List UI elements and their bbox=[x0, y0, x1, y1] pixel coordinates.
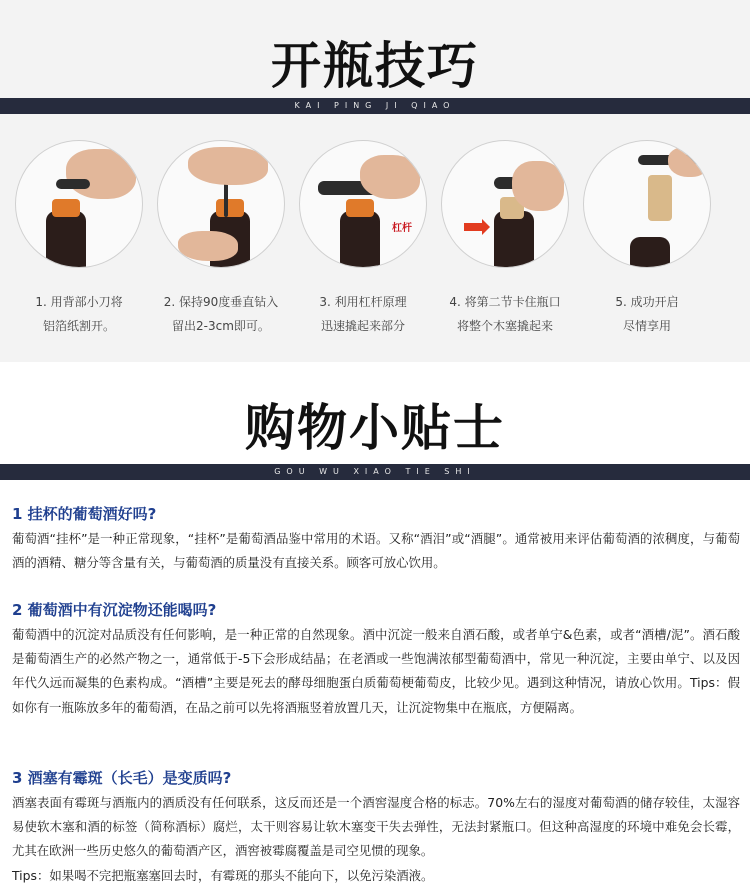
step-caption: 2. 保持90度垂直钻入 留出2-3cm即可。 bbox=[163, 295, 279, 333]
lever-icon bbox=[299, 140, 427, 268]
tip-text: Tips：如果喝不完把瓶塞塞回去时，有霉斑的那头不能向下，以免污染酒液。 bbox=[12, 867, 434, 883]
step-3 bbox=[292, 140, 434, 338]
answer-text: 葡萄酒“挂杯”是一种正常现象，“挂杯”是葡萄酒品鉴中常用的术语。又称“酒泪”或“酒腿”。通常被用来评估葡萄酒的浓稠度，与葡萄酒的酒精、糖分等含量有关，与葡萄酒的质量没有直接关系。顾客可放心饮用。 bbox=[12, 531, 740, 571]
shopping-tips-subtitle-bar: GOU WU XIAO TIE SHI bbox=[0, 464, 750, 480]
opening-steps bbox=[0, 140, 750, 340]
opening-tips-title: 开瓶技巧 bbox=[271, 37, 479, 95]
step-caption: 5. 成功开启 尽情享用 bbox=[615, 295, 679, 333]
question-heading: 2 葡萄酒中有沉淀物还能喝吗? bbox=[12, 601, 217, 619]
step-5 bbox=[576, 140, 718, 338]
qa-item-1 bbox=[12, 503, 740, 575]
question-heading: 3 酒塞有霉斑（长毛）是变质吗? bbox=[12, 769, 232, 787]
question-heading: 1 挂杯的葡萄酒好吗? bbox=[12, 505, 157, 523]
step-caption: 1. 用背部小刀将 铝箔纸割开。 bbox=[35, 295, 123, 333]
answer-text: 葡萄酒中的沉淀对品质没有任何影响，是一种正常的自然现象。酒中沉淀一般来自酒石酸，或者单宁&色素，或者“酒槽/泥”。酒石酸是葡萄酒生产的必然产物之一，通常低于-5下会形成结晶；在老酒或一些饱满浓郁型葡萄酒中，常见一种沉淀，主要由单宁、以及因年代久远而凝集的色素构成。“酒槽”主要是死去的酵母细胞蛋白质葡萄梗葡萄皮，比较少见。遇到这种情况，请放心饮用。Tips：假如你有一瓶陈放多年的葡萄酒，在品之前可以先将酒瓶竖着放置几天，让沉淀物集中在瓶底，方便隔离。 bbox=[12, 627, 740, 715]
shopping-tips-title: 购物小贴士 bbox=[245, 399, 505, 457]
step-caption: 3. 利用杠杆原理 迅速撬起来部分 bbox=[319, 295, 407, 333]
step-1 bbox=[8, 140, 150, 338]
qa-item-2 bbox=[12, 599, 740, 720]
foil-cutting-icon bbox=[15, 140, 143, 268]
opening-tips-subtitle-bar: KAI PING JI QIAO bbox=[0, 98, 750, 114]
corkscrew-insert-icon bbox=[157, 140, 285, 268]
second-step-lever-icon bbox=[441, 140, 569, 268]
qa-item-3 bbox=[12, 767, 740, 888]
step-2 bbox=[150, 140, 292, 338]
step-4 bbox=[434, 140, 576, 338]
answer-text: 酒塞表面有霉斑与酒瓶内的酒质没有任何联系，这反而还是一个酒窖湿度合格的标志。70%左右的湿度对葡萄酒的储存较佳，太湿容易使软木塞和酒的标签（简称酒标）腐烂，太干则容易让软木塞变干失去弹性，无法封紧瓶口。但这种高湿度的环境中难免会长霉，尤其在欧洲一些历史悠久的葡萄酒产区，酒窖被霉腐覆盖是司空见惯的现象。 bbox=[12, 795, 740, 859]
step-caption: 4. 将第二节卡住瓶口 将整个木塞撬起来 bbox=[449, 295, 561, 333]
lever-label: 杠杆 bbox=[392, 223, 412, 234]
cork-removed-icon bbox=[583, 140, 711, 268]
